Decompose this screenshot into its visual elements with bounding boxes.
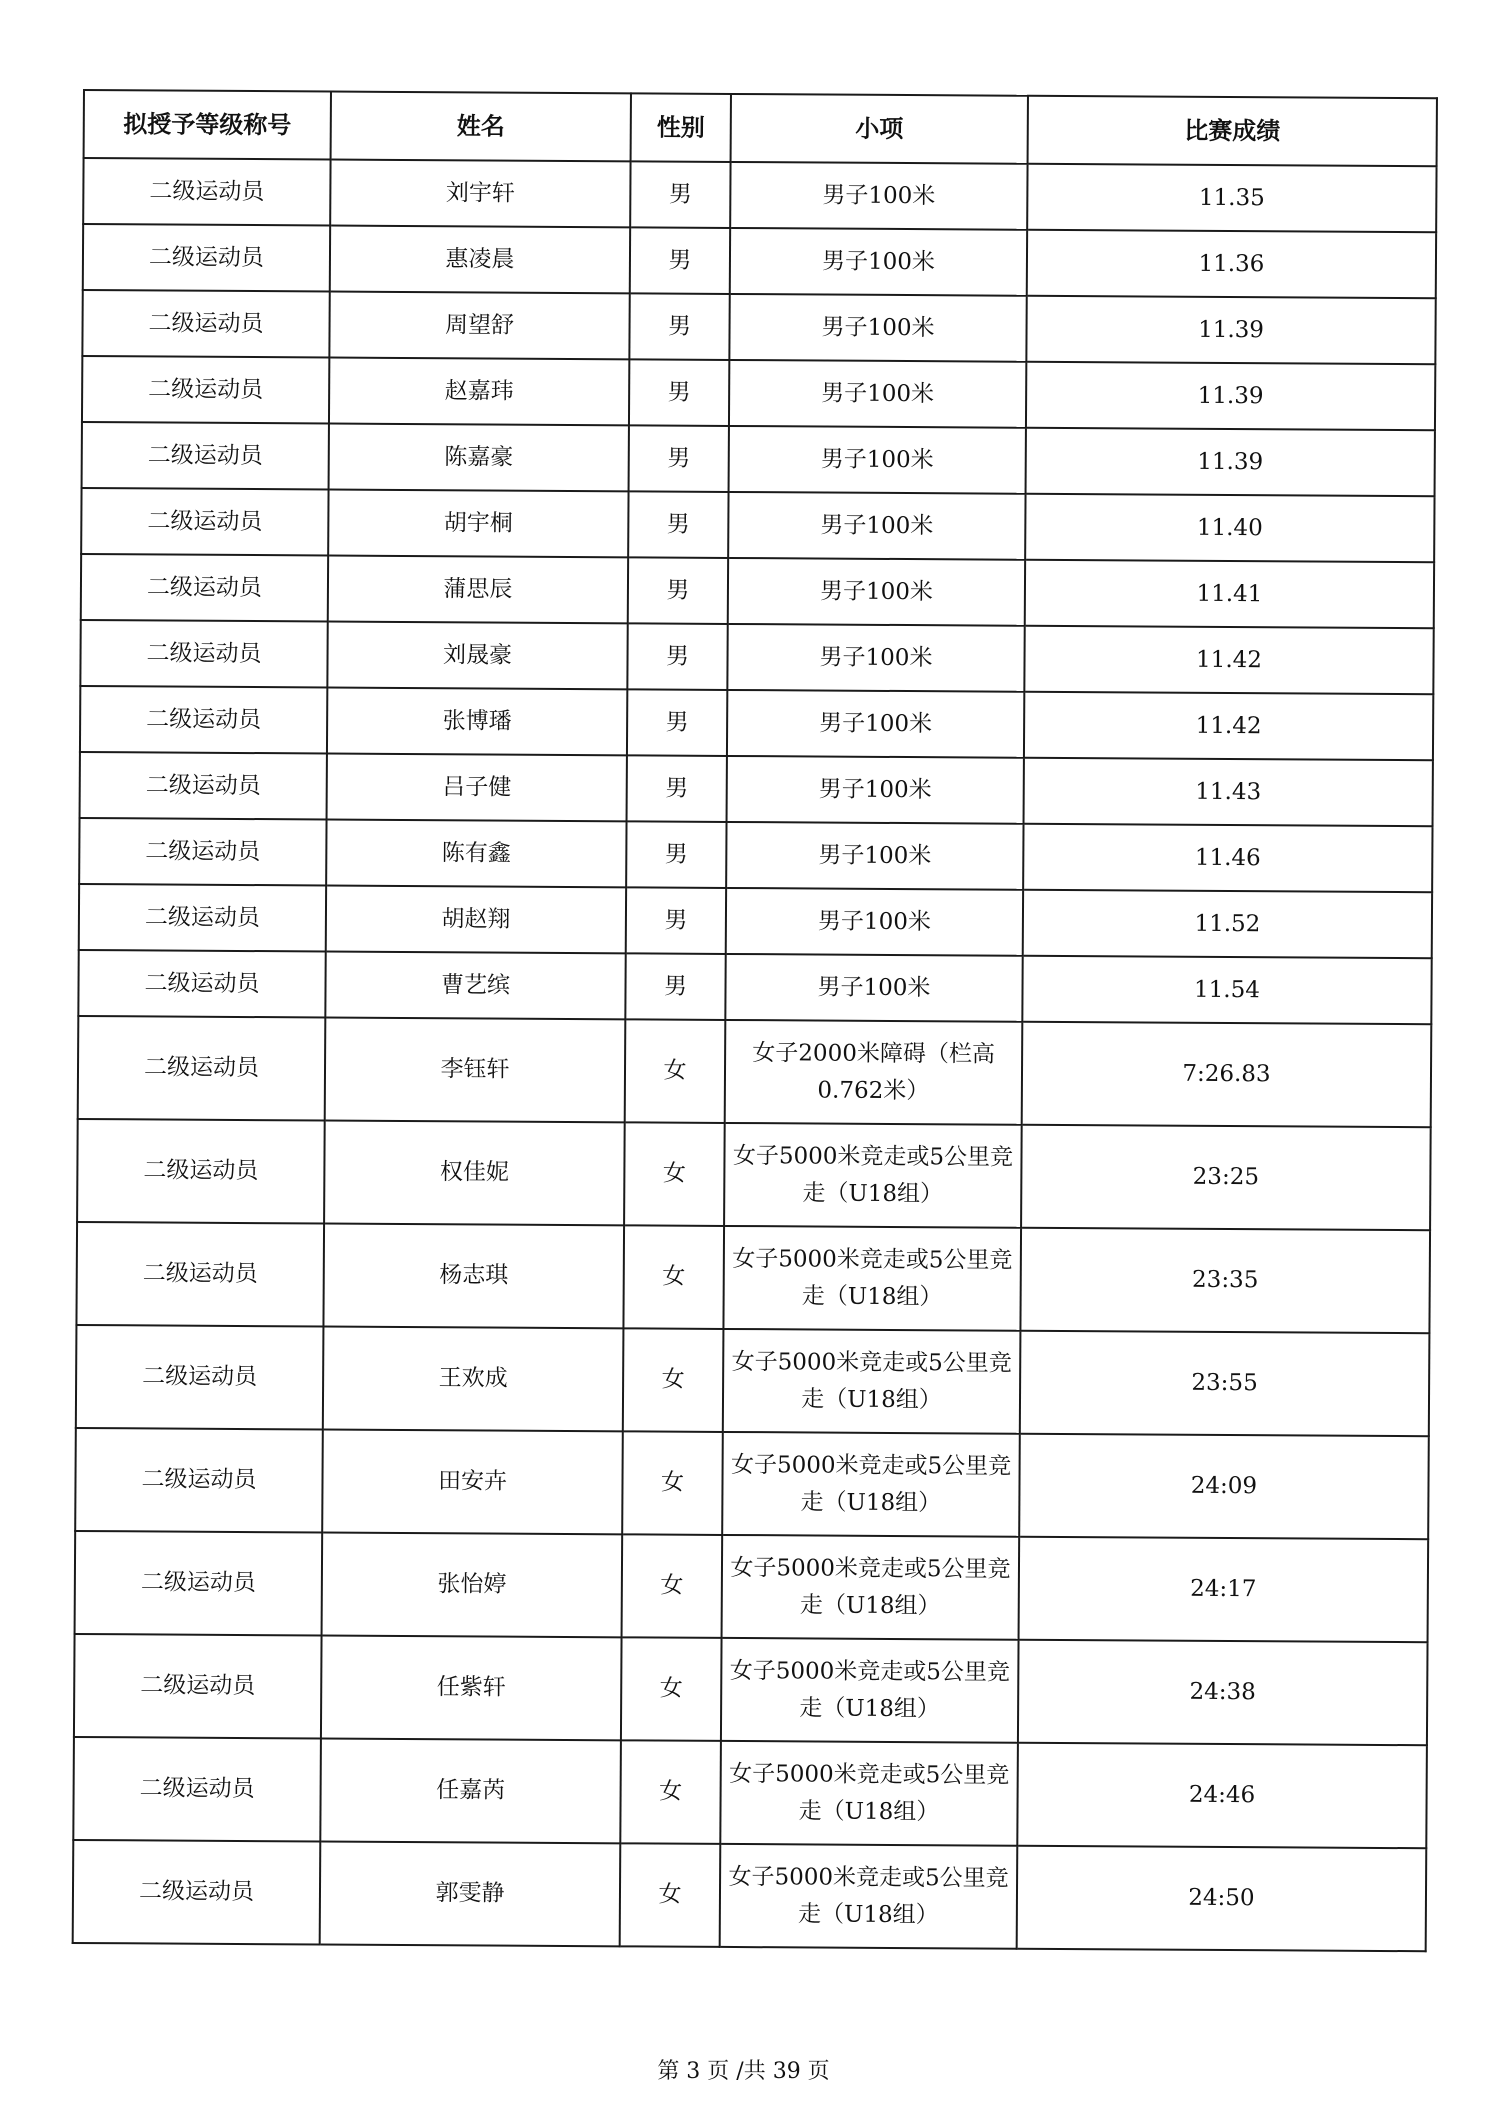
cell-result: 23:35	[1020, 1228, 1430, 1333]
cell-name: 权佳妮	[324, 1120, 625, 1225]
cell-event: 女子5000米竞走或5公里竞走（U18组）	[720, 1844, 1018, 1949]
cell-grade: 二级运动员	[82, 290, 329, 358]
cell-result: 24:09	[1019, 1434, 1429, 1539]
cell-event: 男子100米	[725, 954, 1022, 1022]
cell-grade: 二级运动员	[79, 818, 326, 886]
table-row	[77, 1119, 1431, 1230]
table-row	[83, 158, 1436, 232]
cell-gender: 男	[627, 623, 727, 690]
cell-gender: 男	[629, 425, 729, 492]
cell-gender: 男	[626, 821, 726, 888]
cell-name: 陈嘉豪	[329, 424, 629, 492]
cell-name: 张博璠	[327, 688, 627, 756]
cell-event: 男子100米	[727, 624, 1024, 692]
cell-grade: 二级运动员	[75, 1428, 323, 1533]
cell-grade: 二级运动员	[81, 488, 328, 556]
cell-grade: 二级运动员	[76, 1222, 324, 1327]
cell-result: 11.41	[1025, 560, 1434, 628]
cell-event: 男子100米	[726, 888, 1023, 956]
cell-gender: 女	[625, 1019, 726, 1123]
table-row	[79, 818, 1432, 892]
cell-name: 蒲思辰	[328, 556, 628, 624]
cell-grade: 二级运动员	[80, 752, 327, 820]
cell-grade: 二级运动员	[80, 620, 327, 688]
cell-gender: 男	[630, 227, 730, 294]
cell-result: 11.39	[1026, 428, 1435, 496]
cell-event: 女子5000米竞走或5公里竞走（U18组）	[724, 1123, 1022, 1228]
cell-gender: 男	[626, 887, 726, 954]
cell-event: 男子100米	[729, 294, 1026, 362]
cell-result: 24:17	[1019, 1537, 1429, 1642]
cell-grade: 二级运动员	[73, 1840, 321, 1945]
table-row	[80, 686, 1433, 760]
cell-name: 惠凌晨	[330, 226, 630, 294]
cell-result: 24:38	[1018, 1640, 1428, 1745]
table-row	[76, 1222, 1430, 1333]
cell-result: 11.36	[1027, 230, 1436, 298]
athlete-grade-table	[72, 89, 1438, 1952]
cell-result: 11.42	[1024, 692, 1433, 760]
table-row	[73, 1737, 1427, 1848]
cell-event: 男子100米	[730, 162, 1027, 230]
table-row	[75, 1531, 1429, 1642]
cell-gender: 男	[627, 689, 727, 756]
table-body	[73, 158, 1437, 1951]
cell-name: 吕子健	[327, 754, 627, 822]
cell-gender: 男	[629, 359, 729, 426]
table-header-row	[84, 90, 1437, 166]
cell-grade: 二级运动员	[80, 686, 327, 754]
cell-gender: 男	[625, 953, 725, 1020]
cell-event: 女子5000米竞走或5公里竞走（U18组）	[720, 1741, 1018, 1846]
cell-grade: 二级运动员	[76, 1325, 324, 1430]
table-row	[82, 290, 1435, 364]
table-row	[81, 488, 1434, 562]
cell-grade: 二级运动员	[78, 950, 325, 1018]
table-row	[82, 356, 1435, 430]
cell-result: 23:55	[1020, 1331, 1430, 1436]
cell-result: 11.39	[1026, 362, 1435, 430]
table-row	[81, 554, 1434, 628]
cell-name: 王欢成	[323, 1326, 624, 1431]
cell-event: 男子100米	[727, 690, 1024, 758]
cell-name: 曹艺缤	[325, 951, 625, 1019]
table-row	[79, 884, 1432, 958]
cell-event: 男子100米	[727, 756, 1024, 824]
cell-result: 11.42	[1024, 626, 1433, 694]
cell-result: 11.40	[1025, 494, 1434, 562]
cell-event: 男子100米	[728, 558, 1025, 626]
cell-gender: 女	[622, 1534, 723, 1638]
cell-grade: 二级运动员	[75, 1531, 323, 1636]
cell-result: 11.52	[1023, 890, 1432, 958]
cell-grade: 二级运动员	[77, 1119, 325, 1224]
cell-gender: 女	[621, 1637, 722, 1741]
table-row	[78, 1016, 1432, 1127]
header-gender: 性别	[631, 93, 731, 162]
cell-name: 周望舒	[329, 292, 629, 360]
cell-gender: 男	[628, 557, 728, 624]
table-row	[75, 1428, 1429, 1539]
cell-result: 24:50	[1017, 1846, 1427, 1951]
cell-result: 7:26.83	[1022, 1022, 1432, 1127]
table-row	[74, 1634, 1428, 1745]
header-result: 比赛成绩	[1028, 96, 1437, 166]
table-row	[73, 1840, 1427, 1951]
cell-name: 杨志琪	[323, 1223, 624, 1328]
cell-grade: 二级运动员	[78, 1016, 326, 1121]
cell-name: 张怡婷	[322, 1532, 623, 1637]
cell-gender: 女	[624, 1122, 725, 1226]
page-number: 第 3 页 /共 39 页	[657, 2059, 830, 2084]
header-grade: 拟授予等级称号	[84, 90, 331, 160]
cell-name: 任紫轩	[321, 1635, 622, 1740]
cell-event: 女子5000米竞走或5公里竞走（U18组）	[721, 1638, 1019, 1743]
cell-result: 11.39	[1026, 296, 1435, 364]
cell-event: 女子5000米竞走或5公里竞走（U18组）	[723, 1226, 1021, 1331]
cell-grade: 二级运动员	[74, 1634, 322, 1739]
cell-name: 刘晟豪	[327, 622, 627, 690]
cell-grade: 二级运动员	[83, 224, 330, 292]
cell-gender: 女	[622, 1431, 723, 1535]
table-row	[76, 1325, 1430, 1436]
cell-event: 女子2000米障碍（栏高0.762米）	[725, 1020, 1023, 1125]
table-row	[80, 620, 1433, 694]
cell-event: 男子100米	[729, 360, 1026, 428]
cell-gender: 女	[623, 1225, 724, 1329]
cell-name: 赵嘉玮	[329, 358, 629, 426]
header-event: 小项	[731, 94, 1028, 164]
cell-event: 女子5000米竞走或5公里竞走（U18组）	[723, 1329, 1021, 1434]
cell-name: 胡宇桐	[328, 490, 628, 558]
cell-name: 李钰轩	[325, 1017, 626, 1122]
cell-grade: 二级运动员	[81, 554, 328, 622]
cell-grade: 二级运动员	[82, 422, 329, 490]
cell-result: 11.43	[1024, 758, 1433, 826]
cell-grade: 二级运动员	[82, 356, 329, 424]
table-row	[78, 950, 1431, 1024]
cell-gender: 女	[620, 1843, 721, 1947]
cell-event: 女子5000米竞走或5公里竞走（U18组）	[722, 1432, 1020, 1537]
cell-gender: 女	[623, 1328, 724, 1432]
cell-gender: 男	[630, 161, 730, 228]
cell-event: 女子5000米竞走或5公里竞走（U18组）	[722, 1535, 1020, 1640]
cell-event: 男子100米	[730, 228, 1027, 296]
cell-grade: 二级运动员	[79, 884, 326, 952]
cell-event: 男子100米	[729, 426, 1026, 494]
cell-gender: 女	[620, 1740, 721, 1844]
table-row	[82, 422, 1435, 496]
cell-name: 胡赵翔	[326, 886, 626, 954]
cell-name: 任嘉芮	[320, 1738, 621, 1843]
cell-gender: 男	[629, 293, 729, 360]
cell-name: 刘宇轩	[330, 160, 630, 228]
cell-name: 田安卉	[322, 1429, 623, 1534]
cell-name: 郭雯静	[320, 1841, 621, 1946]
cell-event: 男子100米	[726, 822, 1023, 890]
cell-gender: 男	[628, 491, 728, 558]
cell-grade: 二级运动员	[83, 158, 330, 226]
cell-result: 11.35	[1027, 164, 1436, 232]
header-name: 姓名	[331, 92, 631, 162]
cell-result: 24:46	[1017, 1743, 1427, 1848]
table-row	[80, 752, 1433, 826]
cell-name: 陈有鑫	[326, 820, 626, 888]
cell-result: 23:25	[1021, 1125, 1431, 1230]
cell-result: 11.46	[1023, 824, 1432, 892]
cell-event: 男子100米	[728, 492, 1025, 560]
cell-result: 11.54	[1022, 956, 1431, 1024]
table-row	[83, 224, 1436, 298]
cell-grade: 二级运动员	[73, 1737, 321, 1842]
cell-gender: 男	[627, 755, 727, 822]
